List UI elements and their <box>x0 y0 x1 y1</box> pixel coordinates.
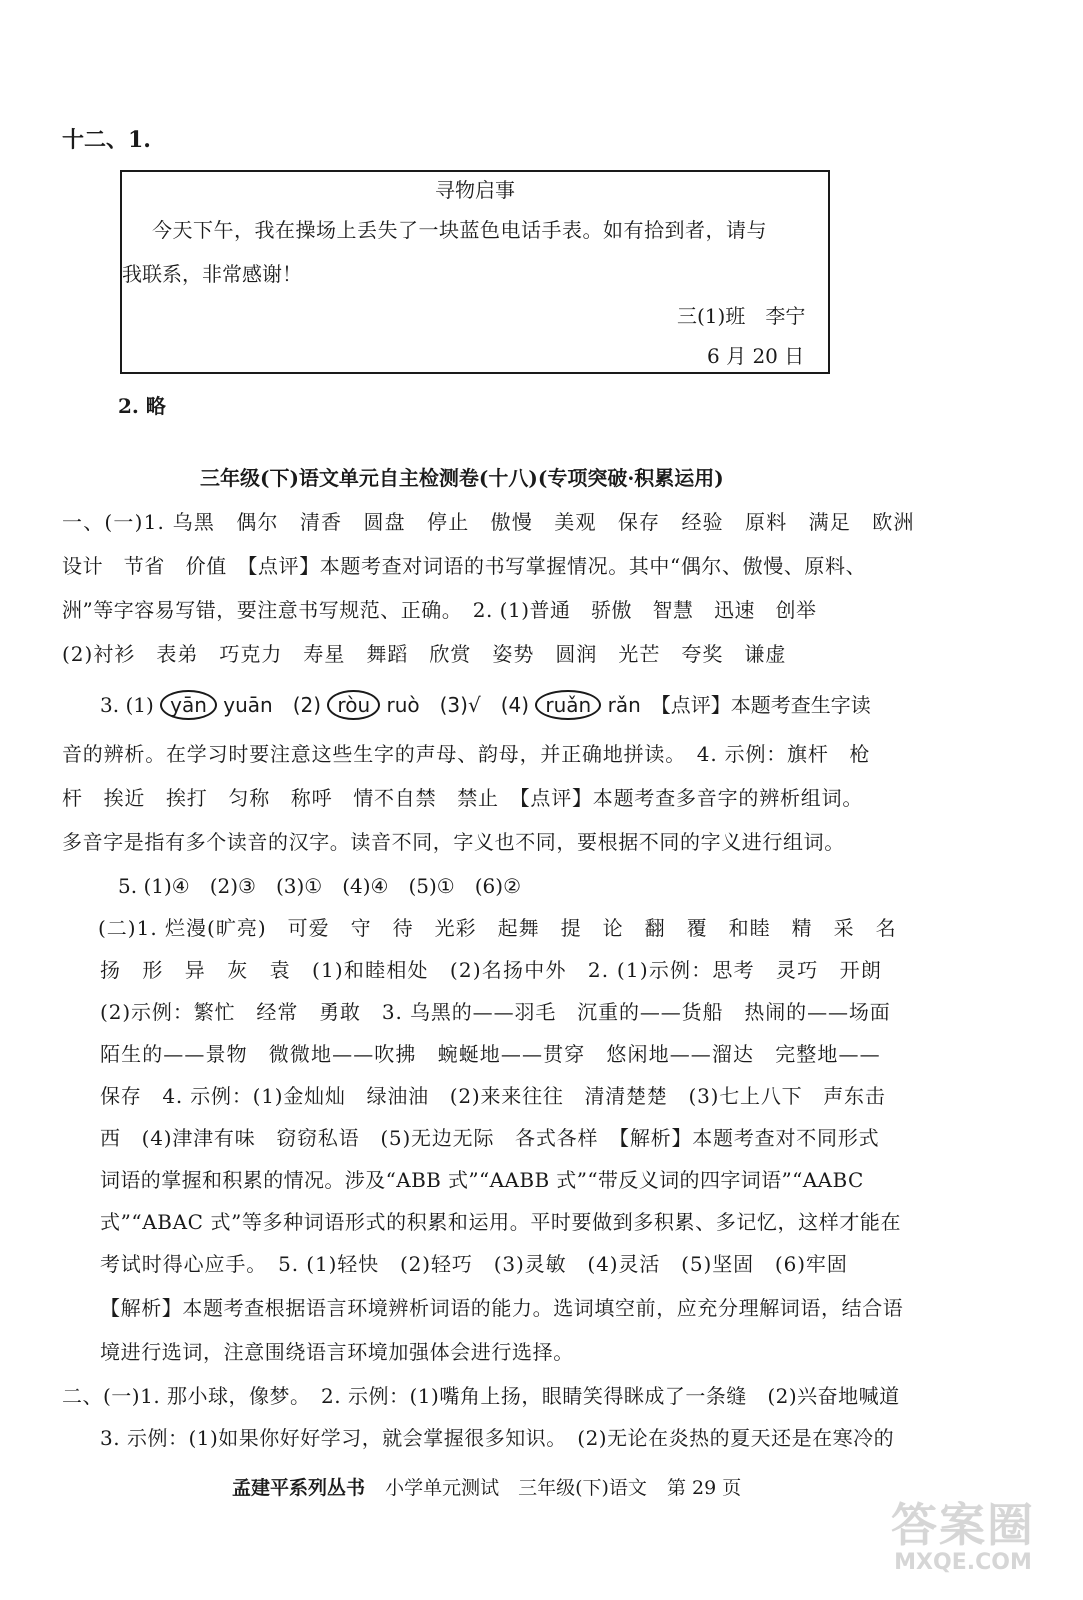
answer-line: 陌生的——景物 微微地——吹拂 蜿蜒地——贯穿 悠闲地——溜达 完整地—— <box>100 1042 881 1066</box>
answer-line: 洲”等字容易写错，要注意书写规范、正确。 2. (1)普通 骄傲 智慧 迅速 创举 <box>62 598 817 622</box>
answer-line: 保存 4. 示例：(1)金灿灿 绿油油 (2)来来往往 清清楚楚 (3)七上八下 声东击 <box>100 1084 886 1108</box>
answer-line: 【解析】本题考查根据语言环境辨析词语的能力。选词填空前，应充分理解词语，结合语 <box>100 1296 904 1320</box>
answer-line: 扬 形 异 灰 袁 (1)和睦相处 (2)名扬中外 2. (1)示例：思考 灵巧 开朗 <box>100 958 883 982</box>
section12-heading: 十二、1. <box>62 127 151 153</box>
page-footer <box>232 1474 741 1502</box>
notice-signature: 三(1)班 李宁 <box>677 304 806 328</box>
answer-line: 多音字是指有多个读音的汉字。读音不同，字义也不同，要根据不同的字义进行组词。 <box>62 830 845 854</box>
watermark-text: 答案圈 <box>891 1498 1035 1552</box>
circled-pinyin: ròu <box>327 690 380 720</box>
notice-body-line2: 我联系，非常感谢！ <box>122 262 302 286</box>
footer-book: 小学单元测试 三年级(下)语文 <box>385 1477 647 1499</box>
answer-line: (二)1. 烂漫(旷亮) 可爱 守 待 光彩 起舞 提 论 翻 覆 和睦 精 采 名 <box>98 916 897 940</box>
circled-pinyin: yān <box>160 690 217 720</box>
lost-notice-box <box>120 170 830 374</box>
circled-pinyin: ruǎn <box>535 690 601 720</box>
answer-line: 词语的掌握和积累的情况。涉及“ABB 式”“AABB 式”“带反义词的四字词语”“AABC <box>100 1168 864 1192</box>
pinyin-prefix: 3. (1) <box>100 693 154 717</box>
answer-line: 西 (4)津津有味 窃窃私语 (5)无边无际 各式各样 【解析】本题考查对不同形式 <box>100 1126 880 1150</box>
answer-line: 考试时得心应手。 5. (1)轻快 (2)轻巧 (3)灵敏 (4)灵活 (5)坚固 (6)牢固 <box>100 1252 848 1276</box>
answer-line: 二、(一)1. 那小球，像梦。 2. 示例：(1)嘴角上扬，眼睛笑得眯成了一条缝 (2)兴奋地喊道 <box>62 1384 900 1408</box>
notice-date: 6 月 20 日 <box>707 344 805 368</box>
answer-line: 音的辨析。在学习时要注意这些生字的声母、韵母，并正确地拼读。 4. 示例：旗杆 枪 <box>62 742 871 766</box>
pinyin-answer-line <box>100 690 871 720</box>
notice-body-line1: 今天下午，我在操场上丢失了一块蓝色电话手表。如有拾到者，请与 <box>152 218 767 242</box>
pinyin-text: yuān (2) <box>223 693 322 717</box>
answer-line: (2)衬衫 表弟 巧克力 寿星 舞蹈 欣赏 姿势 圆润 光芒 夸奖 谦虚 <box>62 642 787 666</box>
footer-page: 第 29 页 <box>666 1477 742 1499</box>
pinyin-text: ruò (3)√ (4) <box>386 693 530 717</box>
answer-line: 杆 挨近 挨打 匀称 称呼 情不自禁 禁止 【点评】本题考查多音字的辨析组词。 <box>62 786 864 810</box>
pinyin-text: rǎn 【点评】本题考查生字读 <box>607 693 871 717</box>
answer-line: 一、(一)1. 乌黑 偶尔 清香 圆盘 停止 傲慢 美观 保存 经验 原料 满足 欧洲 <box>62 510 915 534</box>
exam-title: 三年级(下)语文单元自主检测卷(十八)(专项突破·积累运用) <box>200 466 724 490</box>
answer-line: 设计 节省 价值 【点评】本题考查对词语的书写掌握情况。其中“偶尔、傲慢、原料、 <box>62 554 867 578</box>
watermark-url: MXQE.COM <box>894 1550 1032 1575</box>
answer-line: 式”“ABAC 式”等多种词语形式的积累和运用。平时要做到多积累、多记忆，这样才能在 <box>100 1210 902 1234</box>
notice-title: 寻物启事 <box>435 178 515 202</box>
footer-series: 孟建平系列丛书 <box>232 1477 366 1499</box>
answer-line: 5. (1)④ (2)③ (3)① (4)④ (5)① (6)② <box>118 874 521 898</box>
answer-line: 3. 示例：(1)如果你好好学习，就会掌握很多知识。 (2)无论在炎热的夏天还是在寒冷的 <box>100 1426 895 1450</box>
section12-item2: 2. 略 <box>118 394 166 418</box>
watermark-logo <box>873 1500 1053 1580</box>
answer-line: 境进行选词，注意围绕语言环境加强体会进行选择。 <box>100 1340 574 1364</box>
answer-line: (2)示例：繁忙 经常 勇敢 3. 乌黑的——羽毛 沉重的——货船 热闹的——场面 <box>100 1000 891 1024</box>
